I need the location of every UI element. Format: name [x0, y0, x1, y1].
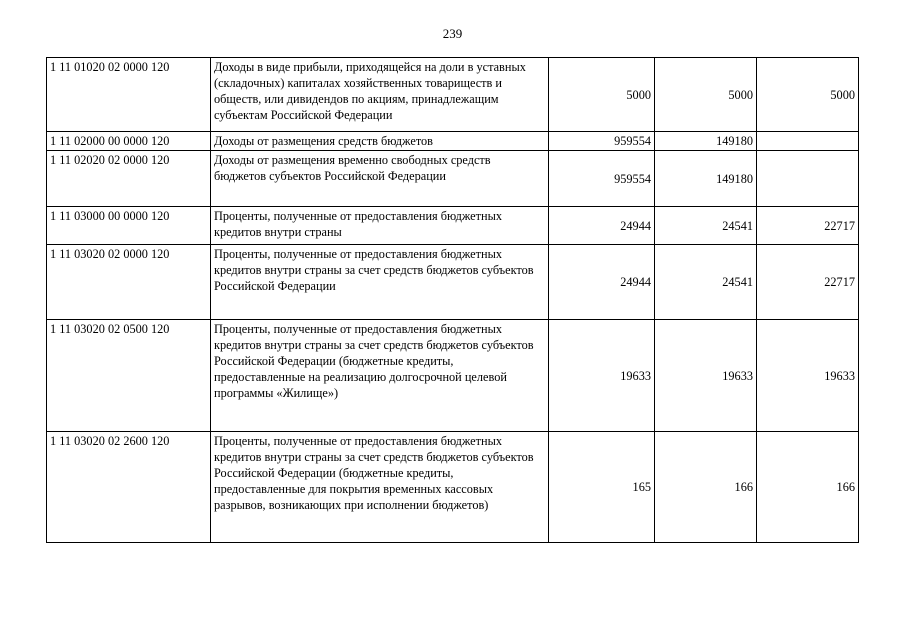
revenue-name-cell: Проценты, полученные от предоставления бюджетных кредитов внутри страны: [211, 207, 549, 245]
page-number: 239: [442, 26, 463, 41]
value-cell-1: 959554: [549, 132, 655, 151]
table-row: [47, 320, 859, 432]
value-cell-3: 166: [757, 432, 859, 543]
table-row: [47, 245, 859, 320]
value-cell-1: 5000: [549, 58, 655, 132]
revenue-name-cell: Доходы от размещения средств бюджетов: [211, 132, 549, 151]
value-cell-3: [757, 151, 859, 207]
budget-code-cell: 1 11 02000 00 0000 120: [47, 132, 211, 151]
value-cell-1: 165: [549, 432, 655, 543]
value-cell-2: 24541: [655, 245, 757, 320]
value-cell-1: 19633: [549, 320, 655, 432]
table-row: [47, 151, 859, 207]
revenue-name-cell: Проценты, полученные от предоставления бюджетных кредитов внутри страны за счет средств бюджетов субъектов Российской Федерации (бюджетные кредиты, предоставленные на реализацию долгосрочной целевой программы «Жилище»): [211, 320, 549, 432]
value-cell-2: 5000: [655, 58, 757, 132]
table-row: [47, 58, 859, 132]
value-cell-1: 24944: [549, 207, 655, 245]
value-cell-1: 24944: [549, 245, 655, 320]
budget-code-cell: 1 11 03020 02 2600 120: [47, 432, 211, 543]
budget-revenue-table: [46, 57, 859, 543]
table-row: [47, 207, 859, 245]
revenue-name-cell: Проценты, полученные от предоставления бюджетных кредитов внутри страны за счет средств бюджетов субъектов Российской Федерации: [211, 245, 549, 320]
value-cell-2: 24541: [655, 207, 757, 245]
budget-code-cell: 1 11 02020 02 0000 120: [47, 151, 211, 207]
value-cell-3: 22717: [757, 207, 859, 245]
value-cell-3: 5000: [757, 58, 859, 132]
value-cell-2: 149180: [655, 151, 757, 207]
table-row: [47, 132, 859, 151]
revenue-name-cell: Проценты, полученные от предоставления бюджетных кредитов внутри страны за счет средств бюджетов субъектов Российской Федерации (бюджетные кредиты, предоставленные для покрытия временных кассовых разрывов, возникающих при исполнении бюджетов): [211, 432, 549, 543]
budget-code-cell: 1 11 03020 02 0000 120: [47, 245, 211, 320]
value-cell-3: 19633: [757, 320, 859, 432]
value-cell-2: 19633: [655, 320, 757, 432]
budget-code-cell: 1 11 01020 02 0000 120: [47, 58, 211, 132]
budget-code-cell: 1 11 03000 00 0000 120: [47, 207, 211, 245]
budget-code-cell: 1 11 03020 02 0500 120: [47, 320, 211, 432]
value-cell-3: 22717: [757, 245, 859, 320]
value-cell-2: 166: [655, 432, 757, 543]
value-cell-2: 149180: [655, 132, 757, 151]
table-row: [47, 432, 859, 543]
revenue-name-cell: Доходы в виде прибыли, приходящейся на доли в уставных (складочных) капиталах хозяйственных товариществ и обществ, или дивидендов по акциям, принадлежащим субъектам Российской Федерации: [211, 58, 549, 132]
revenue-name-cell: Доходы от размещения временно свободных средств бюджетов субъектов Российской Федерации: [211, 151, 549, 207]
value-cell-1: 959554: [549, 151, 655, 207]
value-cell-3: [757, 132, 859, 151]
